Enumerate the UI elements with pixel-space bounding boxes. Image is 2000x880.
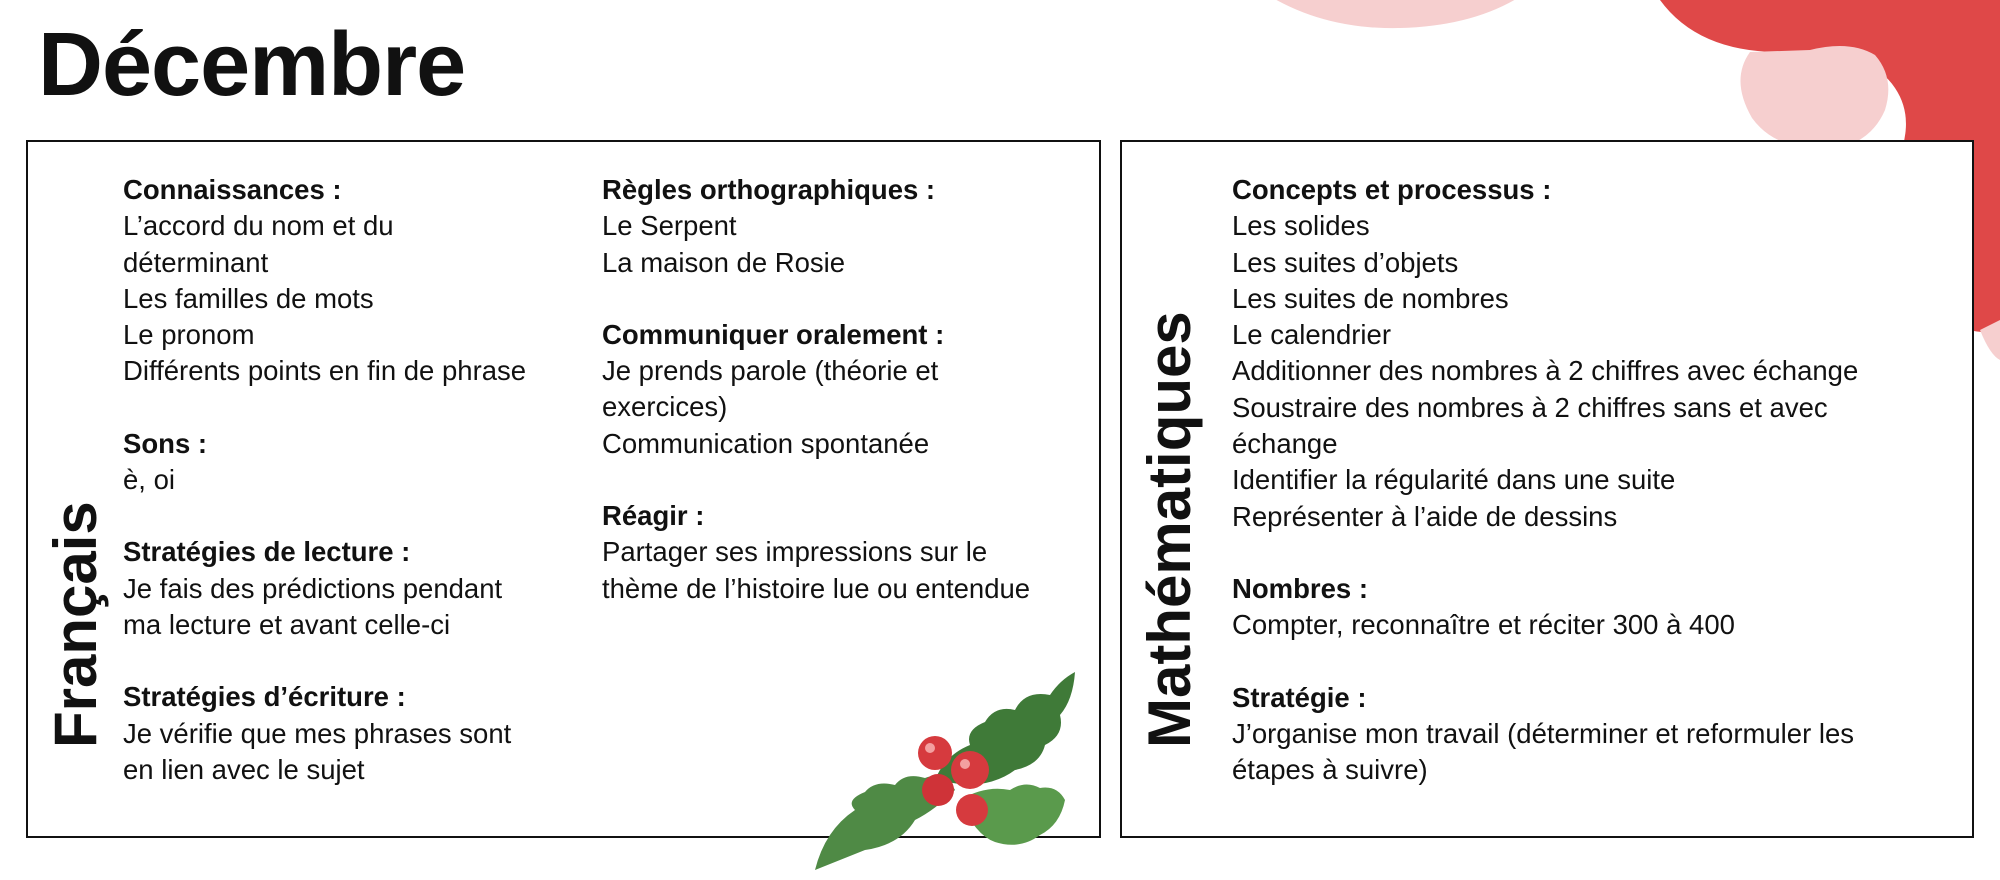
section <box>1232 172 1962 535</box>
section-item: Le pronom <box>123 319 255 351</box>
section-item: déterminant <box>123 246 269 278</box>
section <box>123 172 603 390</box>
section-item: exercices) <box>602 391 728 423</box>
section-item: Le Serpent <box>602 210 737 242</box>
section-heading: Règles orthographiques : <box>602 174 936 205</box>
section-item: en lien avec le sujet <box>123 753 365 785</box>
section-item: Soustraire des nombres à 2 chiffres sans et avec <box>1232 391 1828 423</box>
section-item: Le calendrier <box>1232 319 1391 351</box>
section-heading: Connaissances : <box>123 174 342 205</box>
section-item: étapes à suivre) <box>1232 754 1428 786</box>
maths-label: Mathématiques <box>1136 311 1203 748</box>
francais-label-wrap <box>28 142 124 836</box>
section-heading: Stratégie : <box>1232 681 1367 713</box>
pink-blob-top <box>1260 0 1560 35</box>
section <box>123 426 603 499</box>
section-heading: Communiquer oralement : <box>602 318 945 350</box>
section-heading: Concepts et processus : <box>1232 174 1552 205</box>
section <box>123 679 603 788</box>
section-heading: Sons : <box>123 427 208 459</box>
section-heading: Nombres : <box>1232 572 1368 604</box>
section-item: ma lecture et avant celle-ci <box>123 608 451 640</box>
section-item: Les solides <box>1232 210 1370 242</box>
section-item: échange <box>1232 428 1338 460</box>
section-item: La maison de Rosie <box>602 246 846 278</box>
section-item: Représenter à l’aide de dessins <box>1232 500 1618 532</box>
section-item: thème de l’histoire lue ou entendue <box>602 572 1031 604</box>
section-item: Identifier la régularité dans une suite <box>1232 464 1676 496</box>
section <box>1232 571 1962 644</box>
section <box>602 317 1102 462</box>
section-item: Je vérifie que mes phrases sont <box>123 717 512 749</box>
section-item: J’organise mon travail (déterminer et reformuler les <box>1232 717 1855 749</box>
section-item: Je prends parole (théorie et <box>602 355 939 387</box>
section-item: Les familles de mots <box>123 282 374 314</box>
section <box>602 498 1102 607</box>
maths-panel <box>1120 140 1974 838</box>
section <box>602 172 1102 281</box>
section-item: Différents points en fin de phrase <box>123 355 527 387</box>
francais-label: Français <box>42 501 109 748</box>
section-item: Je fais des prédictions pendant <box>123 572 503 604</box>
section-item: Additionner des nombres à 2 chiffres avec échange <box>1232 355 1859 387</box>
section-heading: Réagir : <box>602 500 705 532</box>
holly-icon <box>795 660 1095 880</box>
maths-label-wrap <box>1122 142 1218 836</box>
section-item: Les suites d’objets <box>1232 246 1459 278</box>
section-item: Les suites de nombres <box>1232 282 1509 314</box>
page-title: Décembre <box>38 15 466 115</box>
francais-column-1 <box>123 172 603 824</box>
section <box>123 534 603 643</box>
section-heading: Stratégies de lecture : <box>123 536 411 568</box>
section-item: Partager ses impressions sur le <box>602 536 988 568</box>
section <box>1232 680 1962 789</box>
francais-column-2 <box>602 172 1102 643</box>
section-item: è, oi <box>123 464 175 496</box>
section-item: Compter, reconnaître et réciter 300 à 400 <box>1232 609 1735 641</box>
section-item: L’accord du nom et du <box>123 210 394 242</box>
maths-column-1 <box>1232 172 1962 824</box>
section-heading: Stratégies d’écriture : <box>123 681 406 713</box>
section-item: Communication spontanée <box>602 427 930 459</box>
